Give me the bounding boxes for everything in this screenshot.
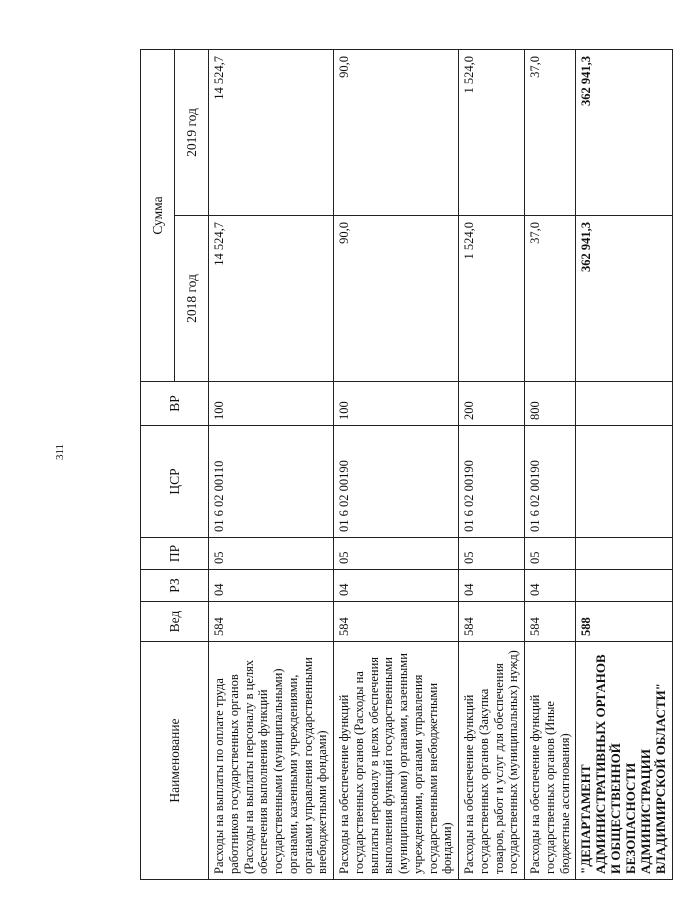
row-name: Расходы на выплаты по оплате труда работников государственных органов (Расходы на выплаты персоналу в целях обеспечения выполнения функций государственными (муниципальными) органами, казенными учреждениями, органами управления государственными внебюджетными фондами) <box>209 642 334 880</box>
table-row <box>334 49 459 879</box>
row-csr: 01 6 02 00190 <box>459 426 525 538</box>
table-row <box>459 49 525 879</box>
row-pr: 05 <box>334 538 459 570</box>
header-pr: ПР <box>141 538 209 570</box>
row-sum-2019: 90,0 <box>334 49 459 215</box>
row-name: Расходы на обеспечение функций государственных органов (Расходы на выплаты персоналу в целях обеспечения выполнения функций государственными (муниципальными) органами, казенными учреждениями, органами управления государственными внебюджетными фондами) <box>334 642 459 880</box>
header-name: Наименование <box>141 642 209 880</box>
row-sum-2019: 37,0 <box>525 49 576 215</box>
table-row <box>525 49 576 879</box>
row-sum-2018: 90,0 <box>334 216 459 382</box>
header-ved: Вед <box>141 602 209 642</box>
row-vr: 100 <box>334 382 459 426</box>
header-rz: РЗ <box>141 570 209 602</box>
budget-table <box>140 49 673 880</box>
row-name: Расходы на обеспечение функций государственных органов (Иные бюджетные ассигнования) <box>525 642 576 880</box>
row-pr: 05 <box>459 538 525 570</box>
row-ved: 584 <box>525 602 576 642</box>
row-csr: 01 6 02 00190 <box>334 426 459 538</box>
row-vr: 100 <box>209 382 334 426</box>
row-csr: 01 6 02 00110 <box>209 426 334 538</box>
row-sum-2018: 362 941,3 <box>576 216 673 382</box>
table-row <box>209 49 334 879</box>
row-ved: 584 <box>334 602 459 642</box>
row-sum-2019: 1 524,0 <box>459 49 525 215</box>
row-csr: 01 6 02 00190 <box>525 426 576 538</box>
row-csr <box>576 426 673 538</box>
row-vr <box>576 382 673 426</box>
row-name: Расходы на обеспечение функций государственных органов (Закупка товаров, работ и услуг для обеспечения государственных (муниципальных) нужд) <box>459 642 525 880</box>
row-vr: 200 <box>459 382 525 426</box>
row-rz: 04 <box>525 570 576 602</box>
header-csr: ЦСР <box>141 426 209 538</box>
row-rz: 04 <box>209 570 334 602</box>
row-pr: 05 <box>525 538 576 570</box>
header-year-2018: 2018 год <box>175 216 209 382</box>
header-sum: Сумма <box>141 49 175 381</box>
row-pr: 05 <box>209 538 334 570</box>
row-rz <box>576 570 673 602</box>
row-vr: 800 <box>525 382 576 426</box>
row-ved: 588 <box>576 602 673 642</box>
row-ved: 584 <box>209 602 334 642</box>
header-year-2019: 2019 год <box>175 49 209 215</box>
row-name: "ДЕПАРТАМЕНТ АДМИНИСТРАТИВНЫХ ОРГАНОВ И ОБЩЕСТВЕННОЙ БЕЗОПАСНОСТИ АДМИНИСТРАЦИИ ВЛАДИМИРСКОЙ ОБЛАСТИ" <box>576 642 673 880</box>
row-rz: 04 <box>334 570 459 602</box>
rotated-page-content <box>140 50 668 880</box>
row-sum-2019: 362 941,3 <box>576 49 673 215</box>
row-rz: 04 <box>459 570 525 602</box>
row-sum-2018: 14 524,7 <box>209 216 334 382</box>
row-sum-2018: 37,0 <box>525 216 576 382</box>
page-number: 311 <box>54 443 66 461</box>
row-sum-2018: 1 524,0 <box>459 216 525 382</box>
row-ved: 584 <box>459 602 525 642</box>
row-pr <box>576 538 673 570</box>
row-sum-2019: 14 524,7 <box>209 49 334 215</box>
header-vr: ВР <box>141 382 209 426</box>
table-row-department <box>576 49 673 879</box>
